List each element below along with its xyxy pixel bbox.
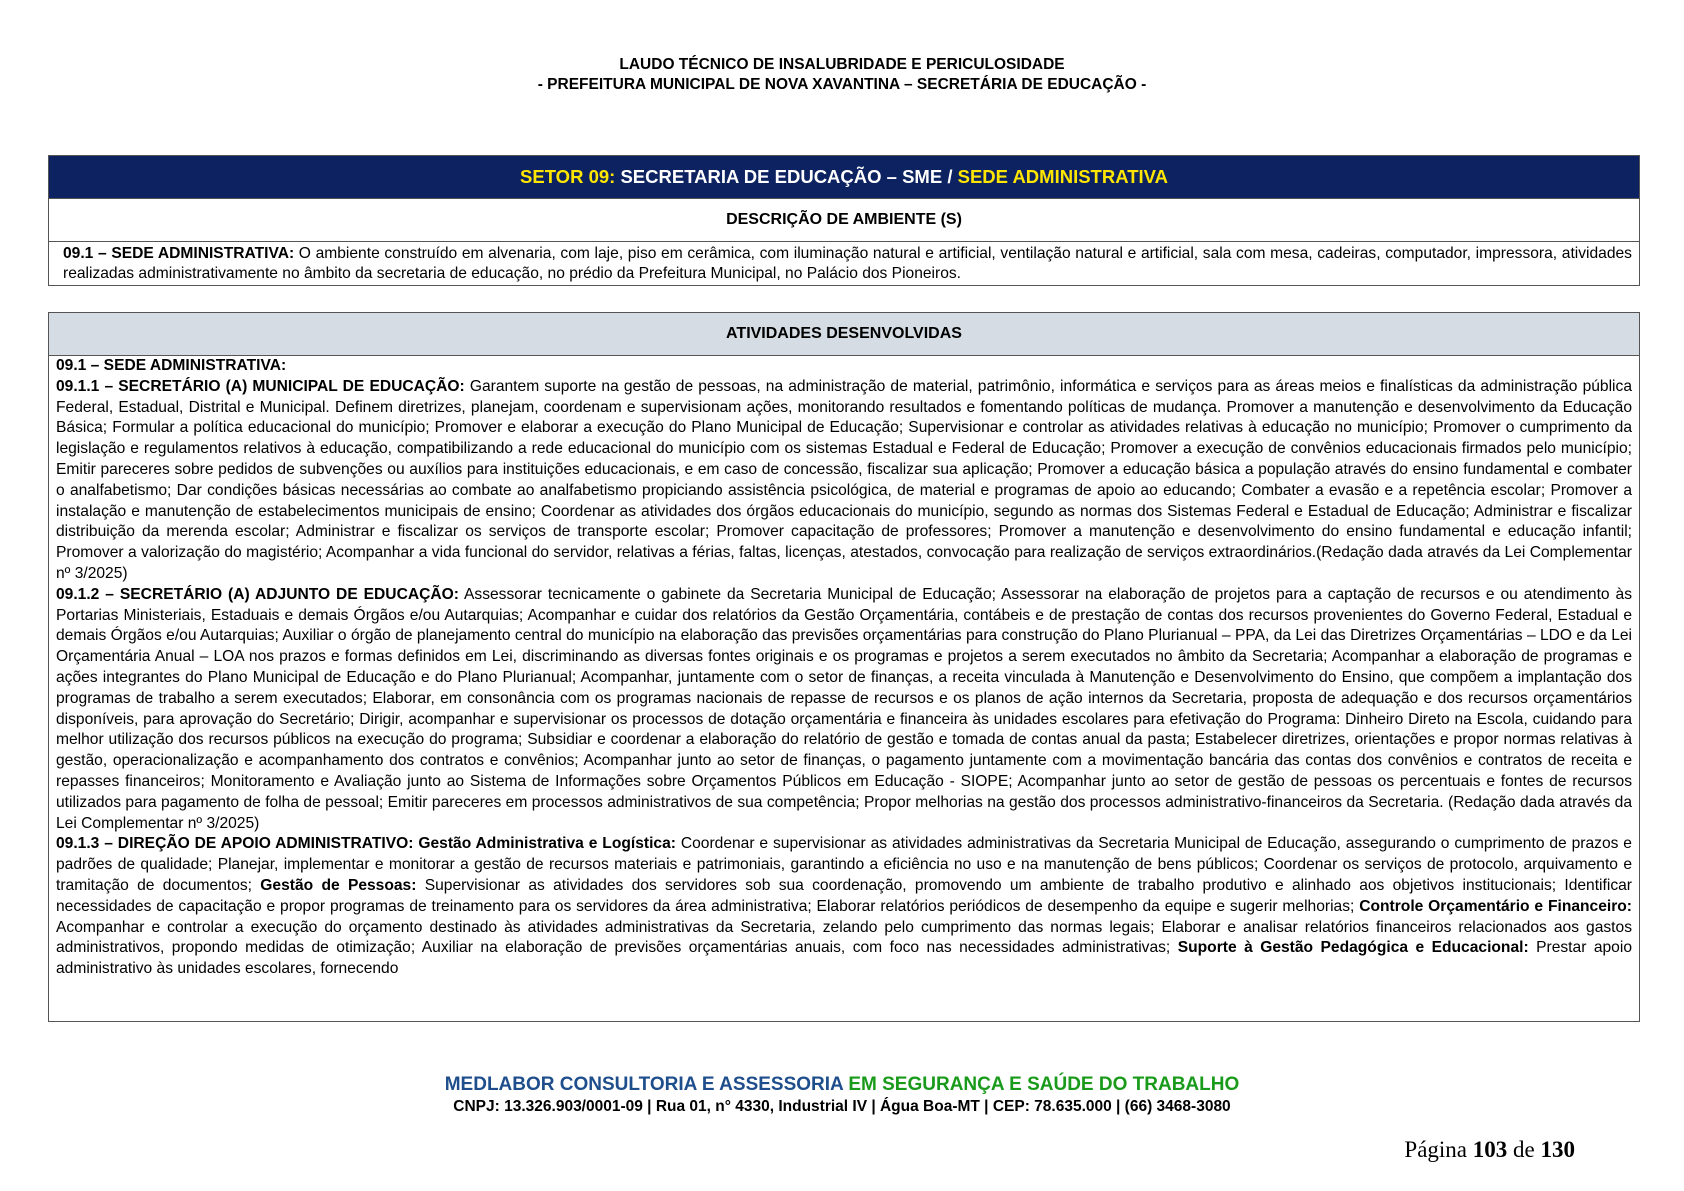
sector-location: SEDE ADMINISTRATIVA — [957, 166, 1168, 187]
activity-item-deputy-secretary: 09.1.2 – SECRETÁRIO (A) ADJUNTO DE EDUCAÇÃO: Assessorar tecnicamente o gabinete da Secretaria Municipal de Educação; Assessorar na elaboração de projetos para a captação de recursos e ou atendimento às Portarias Ministeriais, Estaduais e demais Órgãos e/ou Autarquias; Acompanhar e cuidar dos relatórios da Gestão Orçamentária, contábeis e de prestação de contas dos recursos provenientes do Governo Federal, Estadual e demais Órgãos e/ou Autarquias; Auxiliar o órgão de planejamento central do município na elaboração das previsões orçamentárias para construção do Plano Plurianual – PPA, da Lei das Diretrizes Orçamentárias – LDO e da Lei Orçamentária Anual – LOA nos prazos e formas definidos em Lei, discriminando as diversas fontes originais e os programas e projetos a serem executados no âmbito da Secretaria; Acompanhar a elaboração de programas e ações integrantes do Plano Municipal de Educação e do Plano Plurianual; Acompanhar, juntamente com o setor de finanças, a receita vinculada à Manutenção e Desenvolvimento do Ensino, que compõem a implantação dos programas de trabalho a serem executados; Elaborar, em consonância com os programas nacionais de repasse de recursos e os planos de ação internos da Secretaria, proposta de adequação e dos recursos orçamentários disponíveis, para aprovação do Secretário; Dirigir, acompanhar e supervisionar os processos de dotação orçamentária e financeira às unidades escolares para efetivação do Programa: Dinheiro Direto na Escola, cuidando para melhor utilização dos recursos públicos na execução do programa; Subsidiar e coordenar a elaboração do relatório de gestão e tomada de contas anual da pasta; Estabelecer diretrizes, orientações e propor normas relativas à gestão, operacionalização e acompanhamento dos contratos e convênios; Acompanhar junto ao setor de finanças, o pagamento juntamente com a movimentação bancária das contas dos convênios e contratos de receita e repasses financeiros; Monitoramento e Avaliação junto ao Sistema de Informações sobre Orçamentos Públicos em Educação - SIOPE; Acompanhar junto ao setor de gestão de pessoas os percentuais e fontes de recursos utilizados para pagamento de folha de pessoal; Emitir pareceres em processos administrativos de sua competência; Propor melhorias na gestão dos processos administrativo-financeiros da Secretaria. (Redação dada através da Lei Complementar nº 3/2025) — [56, 585, 1633, 832]
environment-description — [49, 242, 1639, 285]
header-subtitle: - PREFEITURA MUNICIPAL DE NOVA XAVANTINA – SECRETÁRIA DE EDUCAÇÃO - — [537, 76, 1147, 93]
page-number: Página 103 de 130 — [1404, 1137, 1575, 1162]
environment-table — [48, 155, 1640, 286]
sector-name: SECRETARIA DE EDUCAÇÃO – SME / — [615, 166, 958, 187]
sector-title-bar — [49, 156, 1639, 198]
environment-label: 09.1 – SEDE ADMINISTRATIVA: — [63, 245, 295, 262]
footer-company-name: MEDLABOR CONSULTORIA E ASSESSORIA — [444, 1074, 849, 1095]
activity-item-secretary: 09.1.1 – SECRETÁRIO (A) MUNICIPAL DE EDUCAÇÃO: Garantem suporte na gestão de pessoas, na administração de material, patrimônio, informática e serviços para as áreas meios e finalísticas da administração pública Federal, Estadual, Distrital e Municipal. Definem diretrizes, planejam, coordenam e supervisionam ações, monitorando resultados e fomentando políticas de mudança. Promover a manutenção e desenvolvimento da Educação Básica; Formular a política educacional do município; Promover e elaborar a execução do Plano Municipal de Educação; Supervisionar e controlar as atividades relativas à educação no município; Promover o cumprimento da legislação e regulamentos relativos à educação, compatibilizando a rede educacional do município com os sistemas Estadual e Federal de Educação; Promover a execução de convênios educacionais firmados pelo município; Emitir pareceres sobre pedidos de subvenções ou auxílios para instituições educacionais, e em caso de concessão, fiscalizar sua aplicação; Promover a educação básica a população através do ensino fundamental e combater o analfabetismo; Dar condições básicas necessárias ao combate ao analfabetismo propiciando assistência psicológica, de material e programas de apoio ao educando; Combater a evasão e a repetência escolar; Promover a instalação e manutenção de estabelecimentos municipais de ensino; Coordenar as atividades dos órgãos educacionais do município, segundo as normas dos Sistemas Federal e Estadual de Educação; Administrar e fiscalizar distribuição da merenda escolar; Administrar e fiscalizar os serviços de transporte escolar; Promover capacitação de professores; Promover a manutenção e desenvolvimento do ensino fundamental e educação infantil; Promover a valorização do magistério; Acompanhar a vida funcional do servidor, relativas a férias, faltas, licenças, atestados, convocação para realização de serviços extraordinários.(Redação dada através da Lei Complementar nº 3/2025) — [56, 377, 1632, 582]
activities-table — [48, 312, 1640, 1022]
environment-text: O ambiente construído em alvenaria, com laje, piso em cerâmica, com iluminação natural e artificial, ventilação natural e artificial, sala com mesa, cadeiras, computador, impressora, atividades realizadas administrativamente no âmbito da secretaria de educação, no prédio da Prefeitura Municipal, no Palácio dos Pioneiros. — [63, 245, 1632, 282]
activity-item-admin-direction: 09.1.3 – DIREÇÃO DE APOIO ADMINISTRATIVO: Gestão Administrativa e Logística: Coordenar e supervisionar as atividades administrativas da Secretaria Municipal de Educação, assegurando o cumprimento de prazos e padrões de qualidade; Planejar, implementar e monitorar a gestão de recursos materiais e patrimoniais, garantindo a eficiência no uso e na manutenção de bens públicos; Coordenar os serviços de protocolo, arquivamento e tramitação de documentos; Gestão de Pessoas: Supervisionar as atividades dos servidores sob sua coordenação, promovendo um ambiente de trabalho produtivo e alinhado aos objetivos institucionais; Identificar necessidades de capacitação e propor programas de treinamento para os servidores da área administrativa; Elaborar relatórios periódicos de desempenho da equipe e sugerir melhorias; Controle Orçamentário e Financeiro: Acompanhar e controlar a execução do orçamento destinado às atividades administrativas da Secretaria, zelando pelo cumprimento das normas legais; Elaborar e analisar relatórios financeiros relacionados aos gastos administrativos, propondo medidas de otimização; Auxiliar na elaboração de previsões orçamentárias anuais, com foco nas necessidades administrativas; Suporte à Gestão Pedagógica e Educacional: Prestar apoio administrativo às unidades escolares, fornecendo — [56, 835, 1633, 978]
sector-prefix: SETOR 09: — [520, 166, 616, 187]
footer-company — [0, 1074, 1684, 1096]
footer-company-field: EM SEGURANÇA E SAÚDE DO TRABALHO — [848, 1074, 1240, 1095]
activities-section-heading: 09.1 – SEDE ADMINISTRATIVA: — [56, 357, 287, 374]
activities-body — [49, 356, 1639, 1021]
activities-title: ATIVIDADES DESENVOLVIDAS — [49, 313, 1639, 356]
footer-contact: CNPJ: 13.326.903/0001-09 | Rua 01, n° 4330, Industrial IV | Água Boa-MT | CEP: 78.635.000 | (66) 3468-3080 — [453, 1098, 1231, 1115]
header-title: LAUDO TÉCNICO DE INSALUBRIDADE E PERICULOSIDADE — [619, 56, 1065, 73]
environment-description-title: DESCRIÇÃO DE AMBIENTE (S) — [49, 198, 1639, 242]
document-header — [0, 55, 1684, 95]
